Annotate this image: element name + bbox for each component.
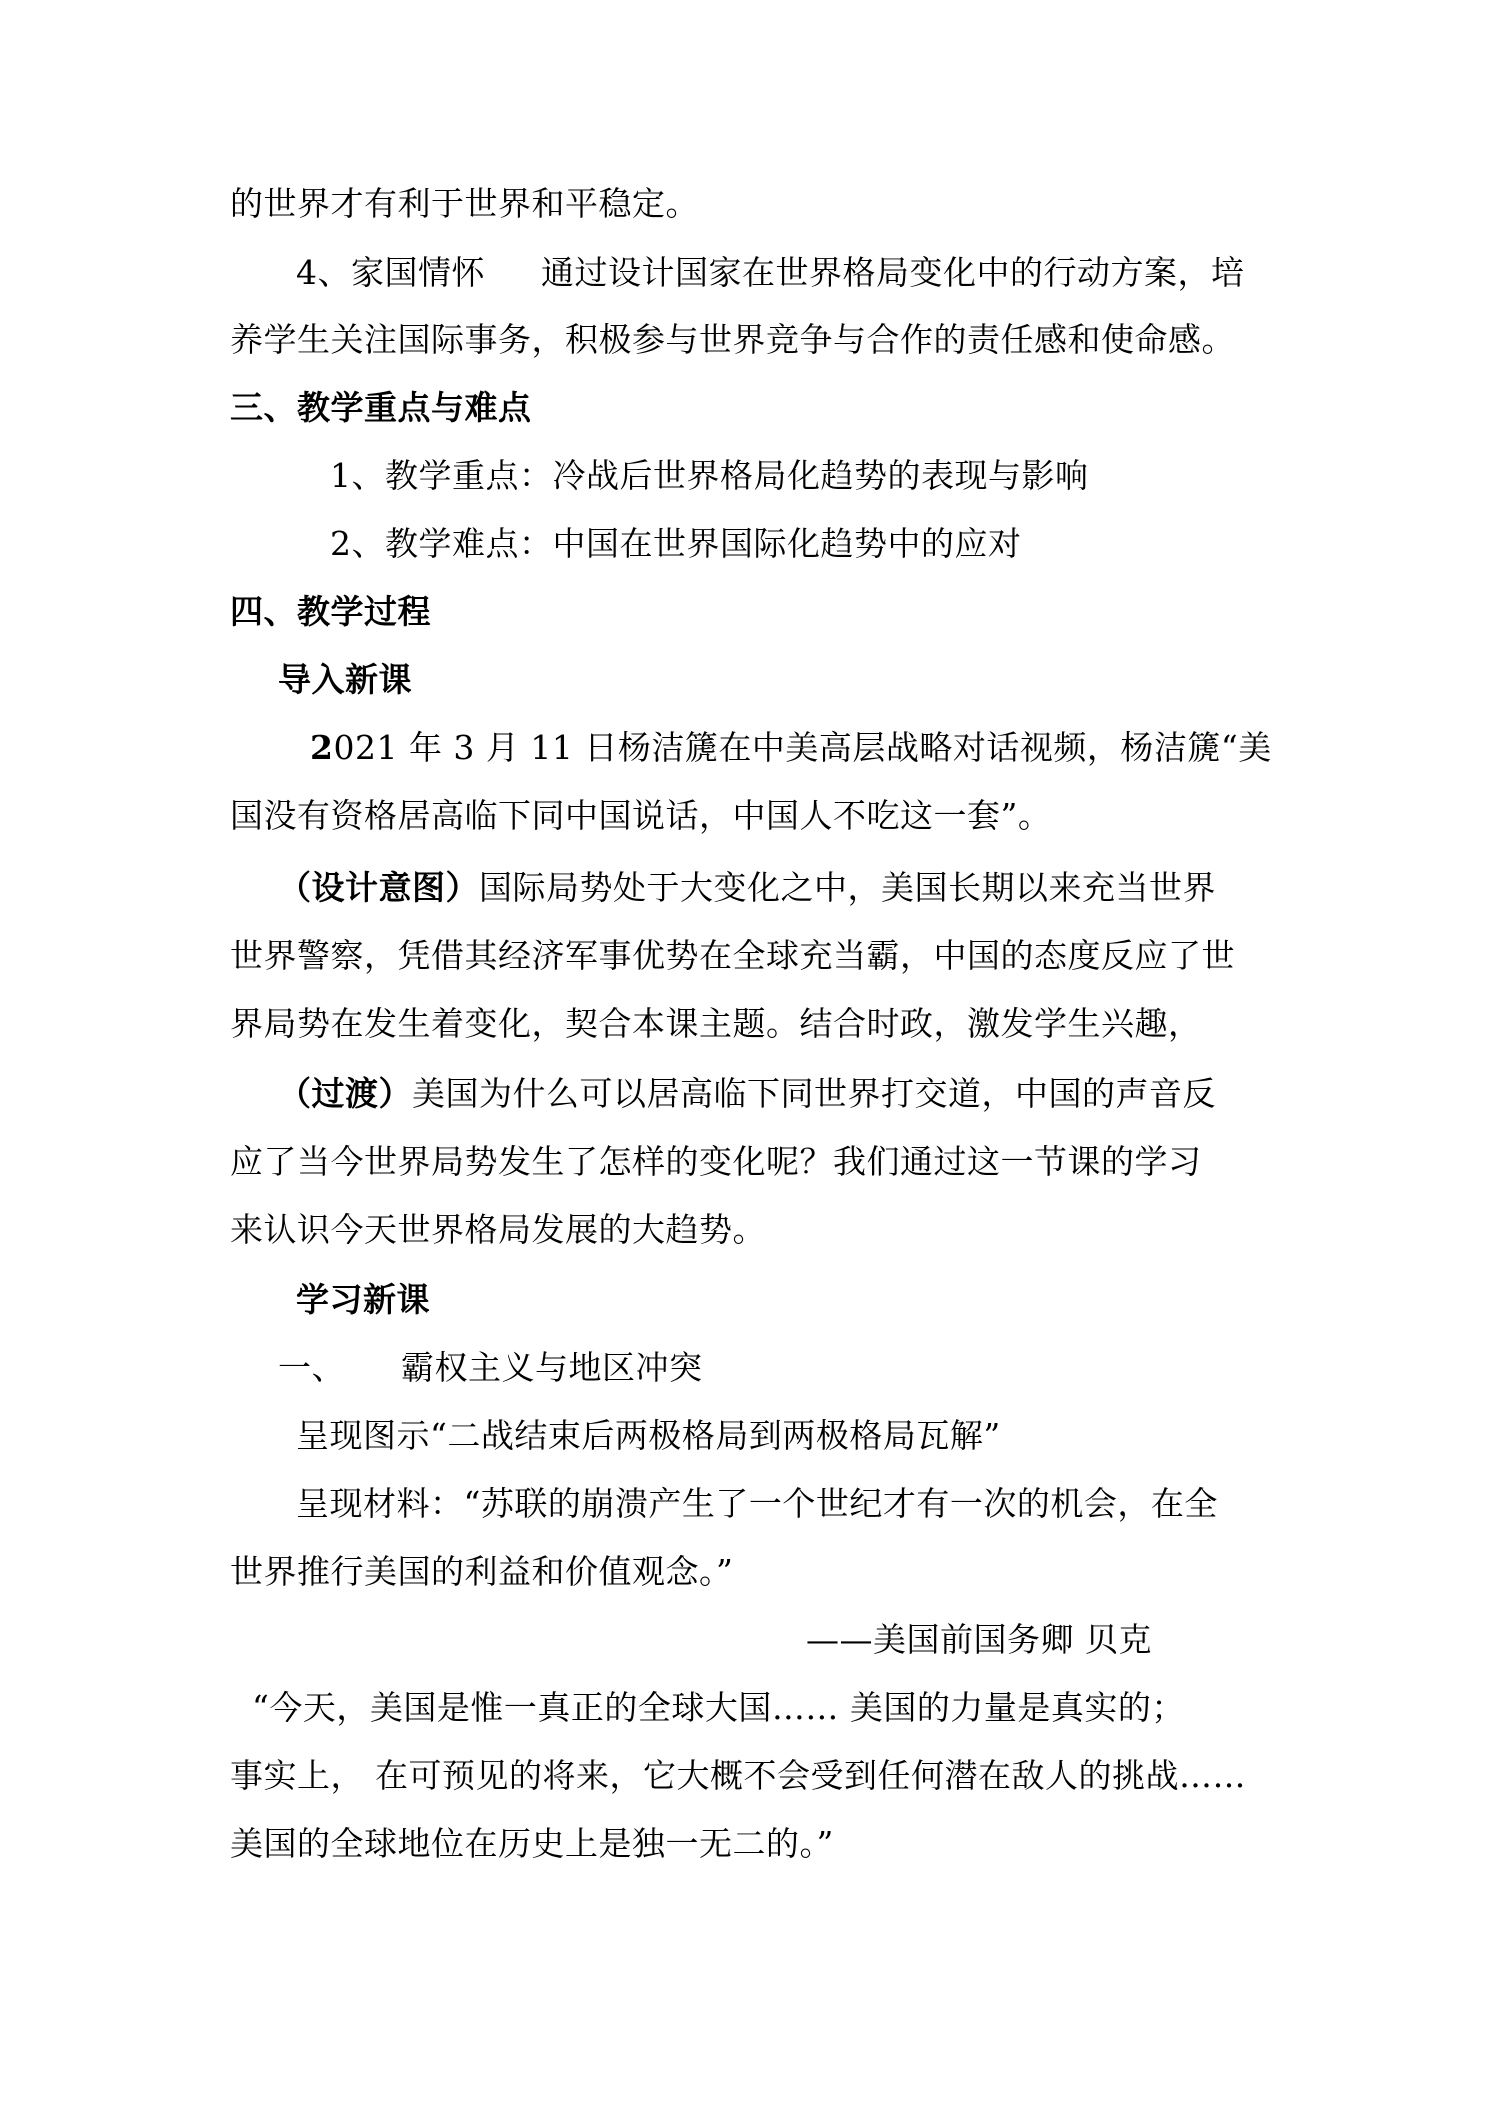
line-text: 应了当今世界局势发生了怎样的变化呢？我们通过这一节课的学习 bbox=[230, 1142, 1202, 1181]
text-line bbox=[230, 1544, 1280, 1600]
line-text: “今天，美国是惟一真正的全球大国…… 美国的力量是真实的； bbox=[252, 1688, 1185, 1727]
line-text: 事实上， 在可预见的将来，它大概不会受到任何潜在敌人的挑战…… bbox=[230, 1756, 1246, 1795]
line-text: 界局势在发生着变化，契合本课主题。结合时政，激发学生兴趣， bbox=[230, 1004, 1202, 1043]
line-text: 国没有资格居高临下同中国说话，中国人不吃这一套”。 bbox=[230, 796, 1052, 835]
text-line bbox=[230, 788, 1280, 844]
text-line bbox=[296, 1408, 1346, 1464]
text-line bbox=[230, 996, 1280, 1052]
line-text: 养学生关注国际事务，积极参与世界竞争与合作的责任感和使命感。 bbox=[230, 320, 1235, 359]
attribution-text: ——美国前国务卿 贝克 bbox=[806, 1620, 1152, 1659]
text-line bbox=[230, 1134, 1280, 1190]
text-line bbox=[278, 1066, 1328, 1122]
text-line bbox=[230, 1816, 1280, 1872]
line-text: 2 bbox=[310, 728, 334, 767]
heading-text: 四、教学过程 bbox=[230, 592, 431, 631]
text-line bbox=[230, 928, 1280, 984]
heading-text: 三、教学重点与难点 bbox=[230, 388, 532, 427]
text-line bbox=[296, 1476, 1346, 1532]
text-line bbox=[252, 1680, 1302, 1736]
subsection-heading bbox=[296, 1272, 1346, 1328]
line-text: 的世界才有利于世界和平稳定。 bbox=[230, 184, 699, 223]
text-line bbox=[230, 176, 1280, 232]
line-text: 一、 bbox=[278, 1348, 345, 1387]
line-text: 霸权主义与地区冲突 bbox=[401, 1348, 703, 1387]
line-text: 世界推行美国的利益和价值观念。” bbox=[230, 1552, 734, 1591]
text-line bbox=[230, 312, 1280, 368]
line-text: 世界警察，凭借其经济军事优势在全球充当霸，中国的态度反应了世 bbox=[230, 936, 1235, 975]
text-line bbox=[330, 448, 1380, 504]
line-text: 美国为什么可以居高临下同世界打交道，中国的声音反 bbox=[412, 1074, 1216, 1113]
attribution bbox=[806, 1612, 1226, 1668]
text-line bbox=[230, 1202, 1280, 1258]
line-text: 021 年 3 月 11 日杨洁篪在中美高层战略对话视频，杨洁篪“美 bbox=[333, 728, 1272, 767]
section-heading bbox=[230, 380, 1280, 436]
line-text: 4、家国情怀 bbox=[296, 253, 485, 292]
section-heading bbox=[230, 584, 1280, 640]
text-line bbox=[278, 1340, 1328, 1396]
line-text: 国际局势处于大变化之中，美国长期以来充当世界 bbox=[479, 868, 1216, 907]
text-line bbox=[230, 1748, 1280, 1804]
line-text: 来认识今天世界格局发展的大趋势。 bbox=[230, 1210, 766, 1249]
text-line bbox=[330, 516, 1380, 572]
line-text: 美国的全球地位在历史上是独一无二的。” bbox=[230, 1824, 834, 1863]
heading-text: 导入新课 bbox=[278, 660, 412, 699]
line-text: 通过设计国家在世界格局变化中的行动方案，培 bbox=[541, 253, 1245, 292]
line-text: 呈现材料：“苏联的崩溃产生了一个世纪才有一次的机会，在全 bbox=[296, 1484, 1218, 1523]
heading-text: 学习新课 bbox=[296, 1280, 430, 1319]
line-text: 呈现图示“二战结束后两极格局到两极格局瓦解” bbox=[296, 1416, 1001, 1455]
text-line bbox=[278, 860, 1328, 916]
label-text: （过渡） bbox=[278, 1074, 412, 1113]
subsection-heading bbox=[278, 652, 1328, 708]
line-text: 1、教学重点：冷战后世界格局化趋势的表现与影响 bbox=[330, 456, 1089, 495]
text-line bbox=[296, 245, 1346, 301]
text-line bbox=[310, 720, 1360, 776]
line-text: 2、教学难点：中国在世界国际化趋势中的应对 bbox=[330, 524, 1022, 563]
label-text: （设计意图） bbox=[278, 868, 479, 907]
